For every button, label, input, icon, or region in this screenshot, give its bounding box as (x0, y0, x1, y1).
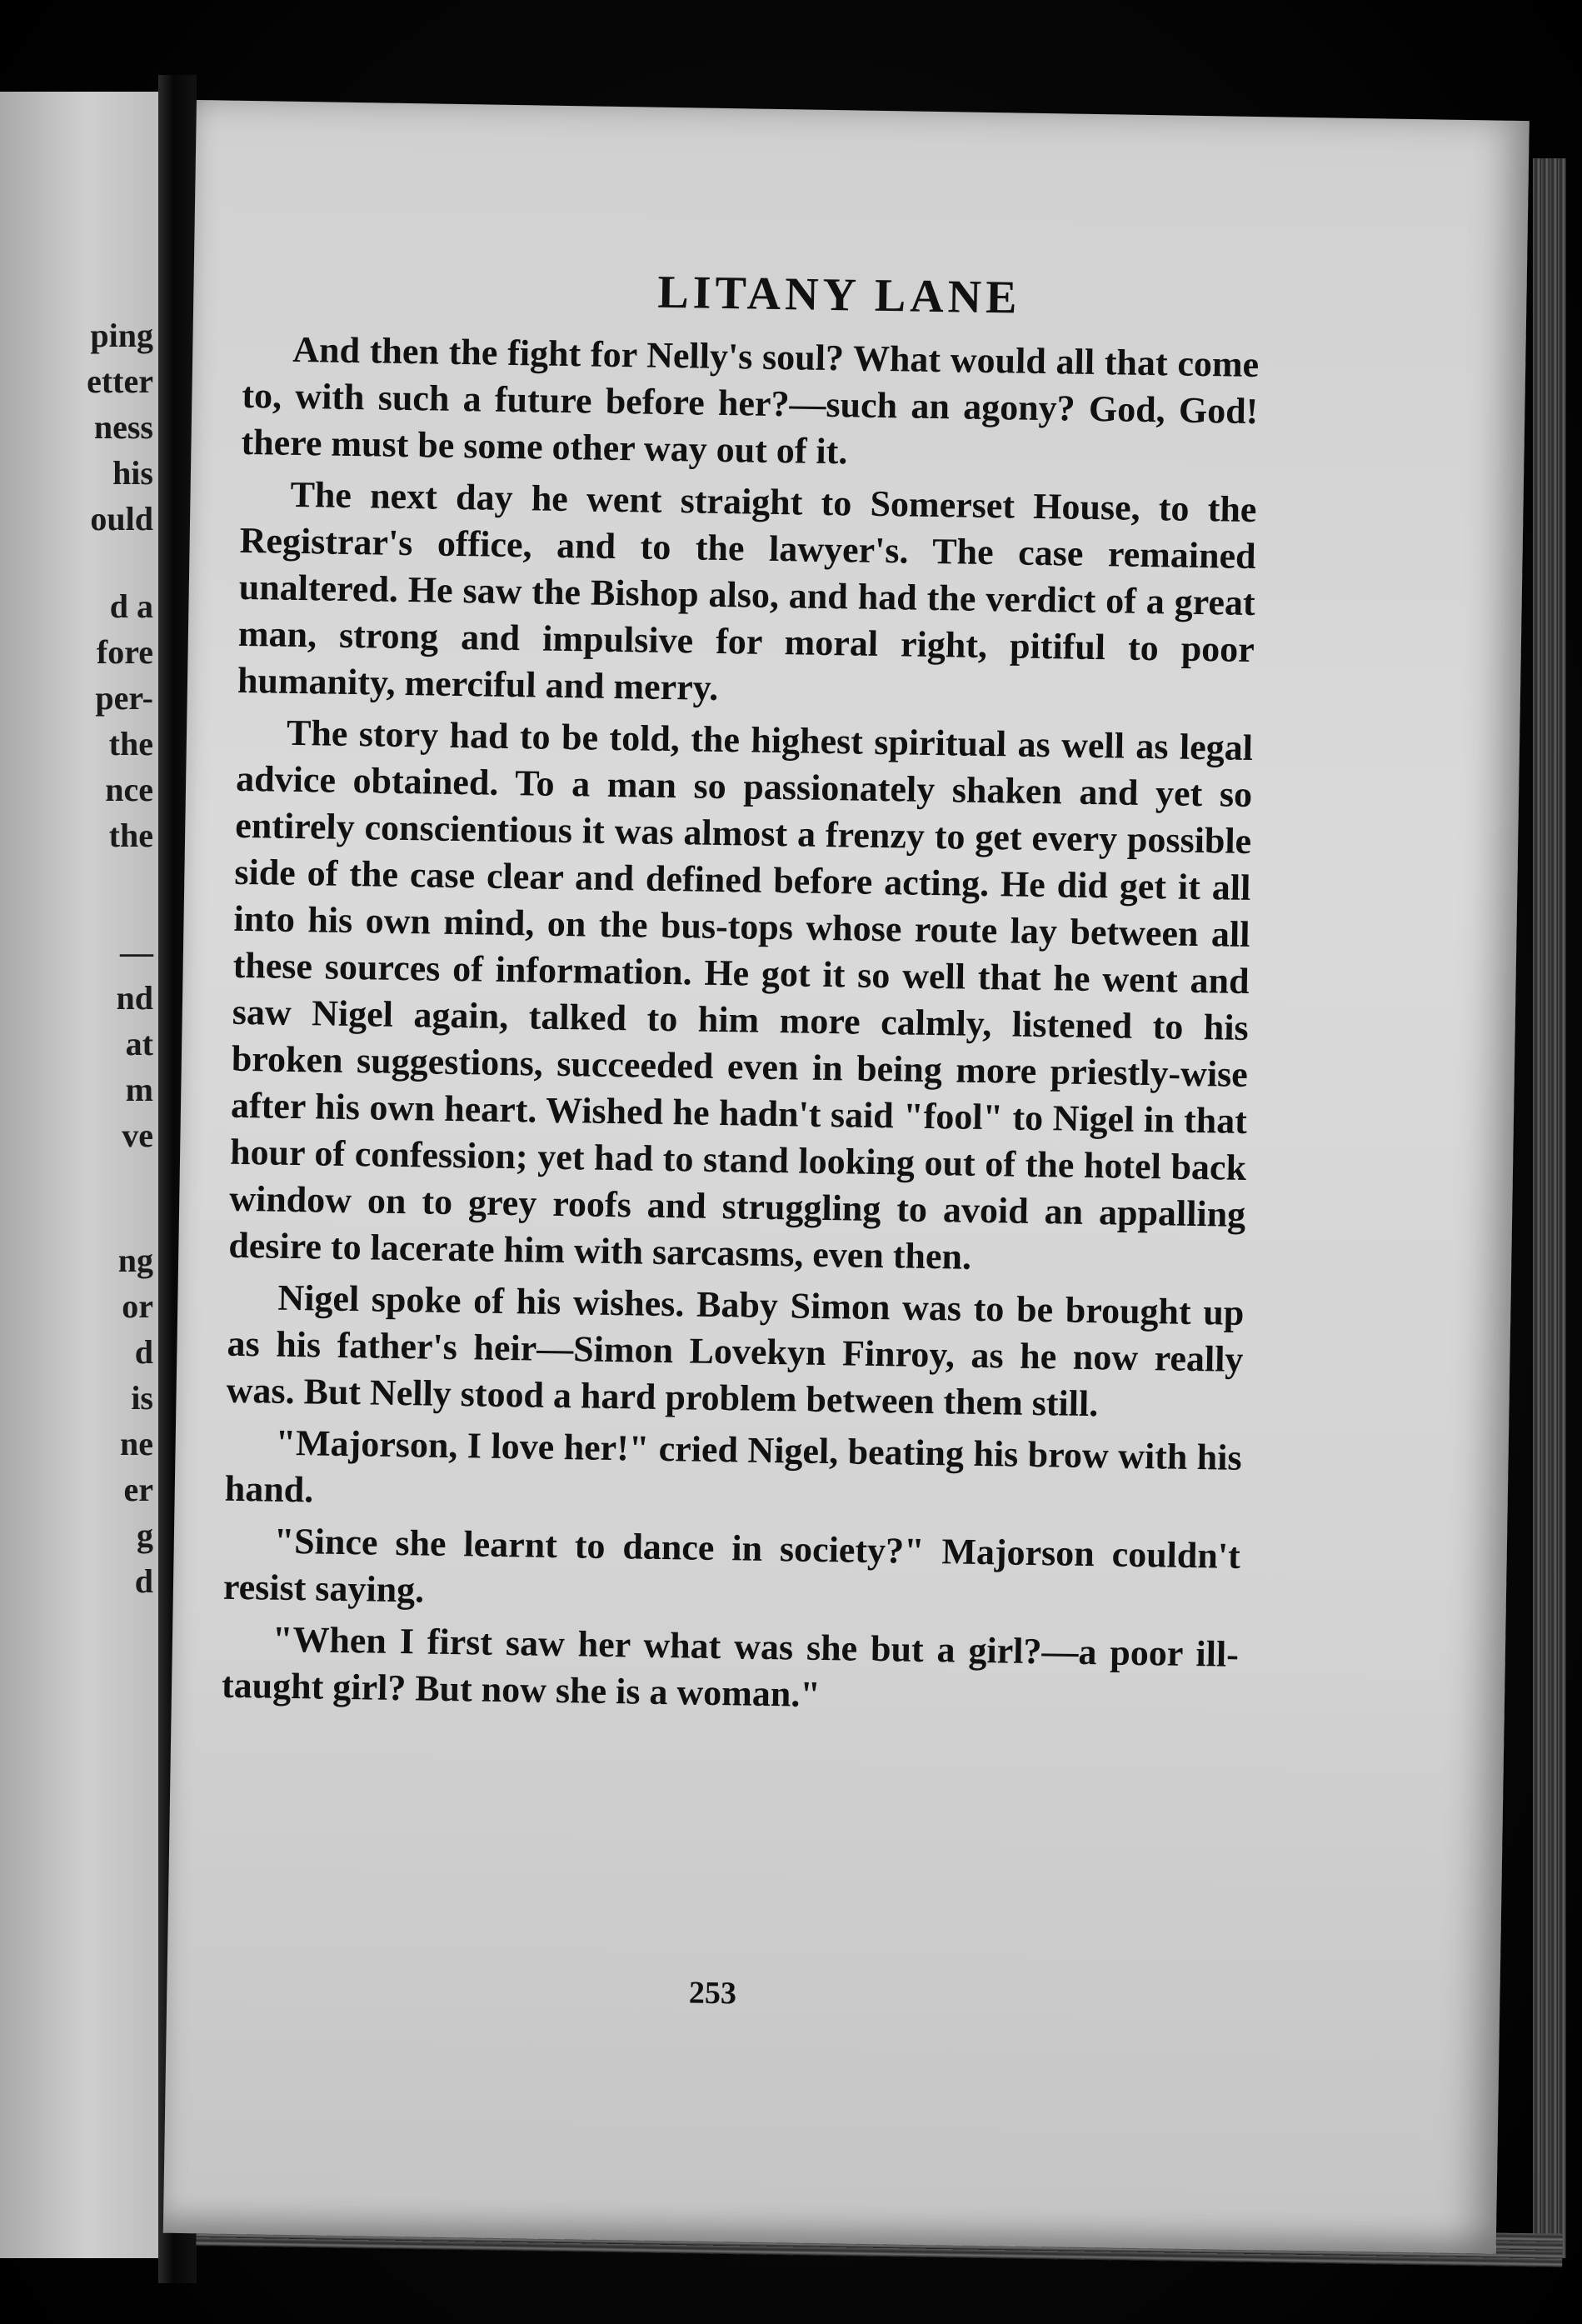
paragraph: "When I first saw her what was she but a girl?—a poor ill-taught girl? But now she is a woman." (221, 1618, 1240, 1715)
left-fragment: ping (90, 317, 153, 354)
left-fragment: his (112, 454, 153, 492)
left-fragment: er (123, 1471, 153, 1508)
paragraph: The story had to be told, the highest spiritual as well as legal advice obtained. To a man so passionately shaken and yet so entirely conscientious it was almost a frenzy to get every possible side of the case clear and defined before acting. He did get it all into his own mind, on the bus-tops whose route lay between all these sources of information. He got it so well that he went and saw Nigel again, talked to him more calmly, listened to his broken suggestions, succeeded even in being more priestly-wise after his own heart. Wished he hadn't said "fool" to Nigel in that hour of confession; yet had to stand looking out of the hotel back window on to grey roofs and struggling to avoid an appalling desire to lacerate him with sarcasms, even then. (228, 712, 1254, 1277)
paragraph: The next day he went straight to Somerset House, to the Registrar's office, and to the lawyer's. The case remained unaltered. He saw the Bishop also, and had the verdict of a great man, strong and impulsive for moral right, pitiful to poor humanity, merciful and merry. (237, 473, 1257, 708)
left-fragment: etter (87, 362, 153, 400)
left-fragment: g (137, 1517, 153, 1554)
left-fragment: is (131, 1379, 153, 1417)
paragraph: "Since she learnt to dance in society?" Majorson couldn't resist saying. (222, 1520, 1241, 1611)
left-fragment: ve (122, 1117, 153, 1154)
left-fragment: or (122, 1287, 153, 1325)
facing-page-fragment (0, 92, 158, 2258)
paragraph: Nigel spoke of his wishes. Baby Simon was to be brought up as his father's heir—Simon Lovekyn Finroy, as he now really was. But Nelly stood a hard problem between them still. (226, 1277, 1245, 1425)
left-fragment: the (108, 817, 153, 854)
page-edge-right (1533, 158, 1566, 2258)
left-fragment: fore (96, 633, 153, 671)
left-fragment: nd (116, 979, 153, 1017)
left-fragment: ould (90, 500, 153, 537)
page-number: 253 (688, 1975, 737, 2012)
left-fragment: per- (95, 679, 153, 717)
left-fragment: nce (105, 771, 153, 808)
paragraph: And then the fight for Nelly's soul? What would all that come to, with such a future before her?—such an agony? God, God! there must be some other way out of it. (241, 328, 1260, 472)
left-fragment: d a (109, 587, 153, 625)
book-page (163, 100, 1530, 2254)
left-fragment: d (134, 1562, 153, 1600)
left-fragment: m (125, 1071, 153, 1108)
running-head: LITANY LANE (656, 266, 1021, 324)
left-fragment: the (108, 725, 153, 762)
body-text (222, 326, 1260, 1730)
paragraph: "Majorson, I love her!" cried Nigel, beating his brow with his hand. (224, 1422, 1242, 1511)
left-fragment: ng (117, 1242, 153, 1279)
left-fragment: d (134, 1333, 153, 1371)
left-fragment: ne (120, 1425, 153, 1462)
left-fragment: ness (93, 408, 153, 446)
left-fragment: at (125, 1025, 153, 1062)
left-fragment: — (120, 933, 153, 971)
